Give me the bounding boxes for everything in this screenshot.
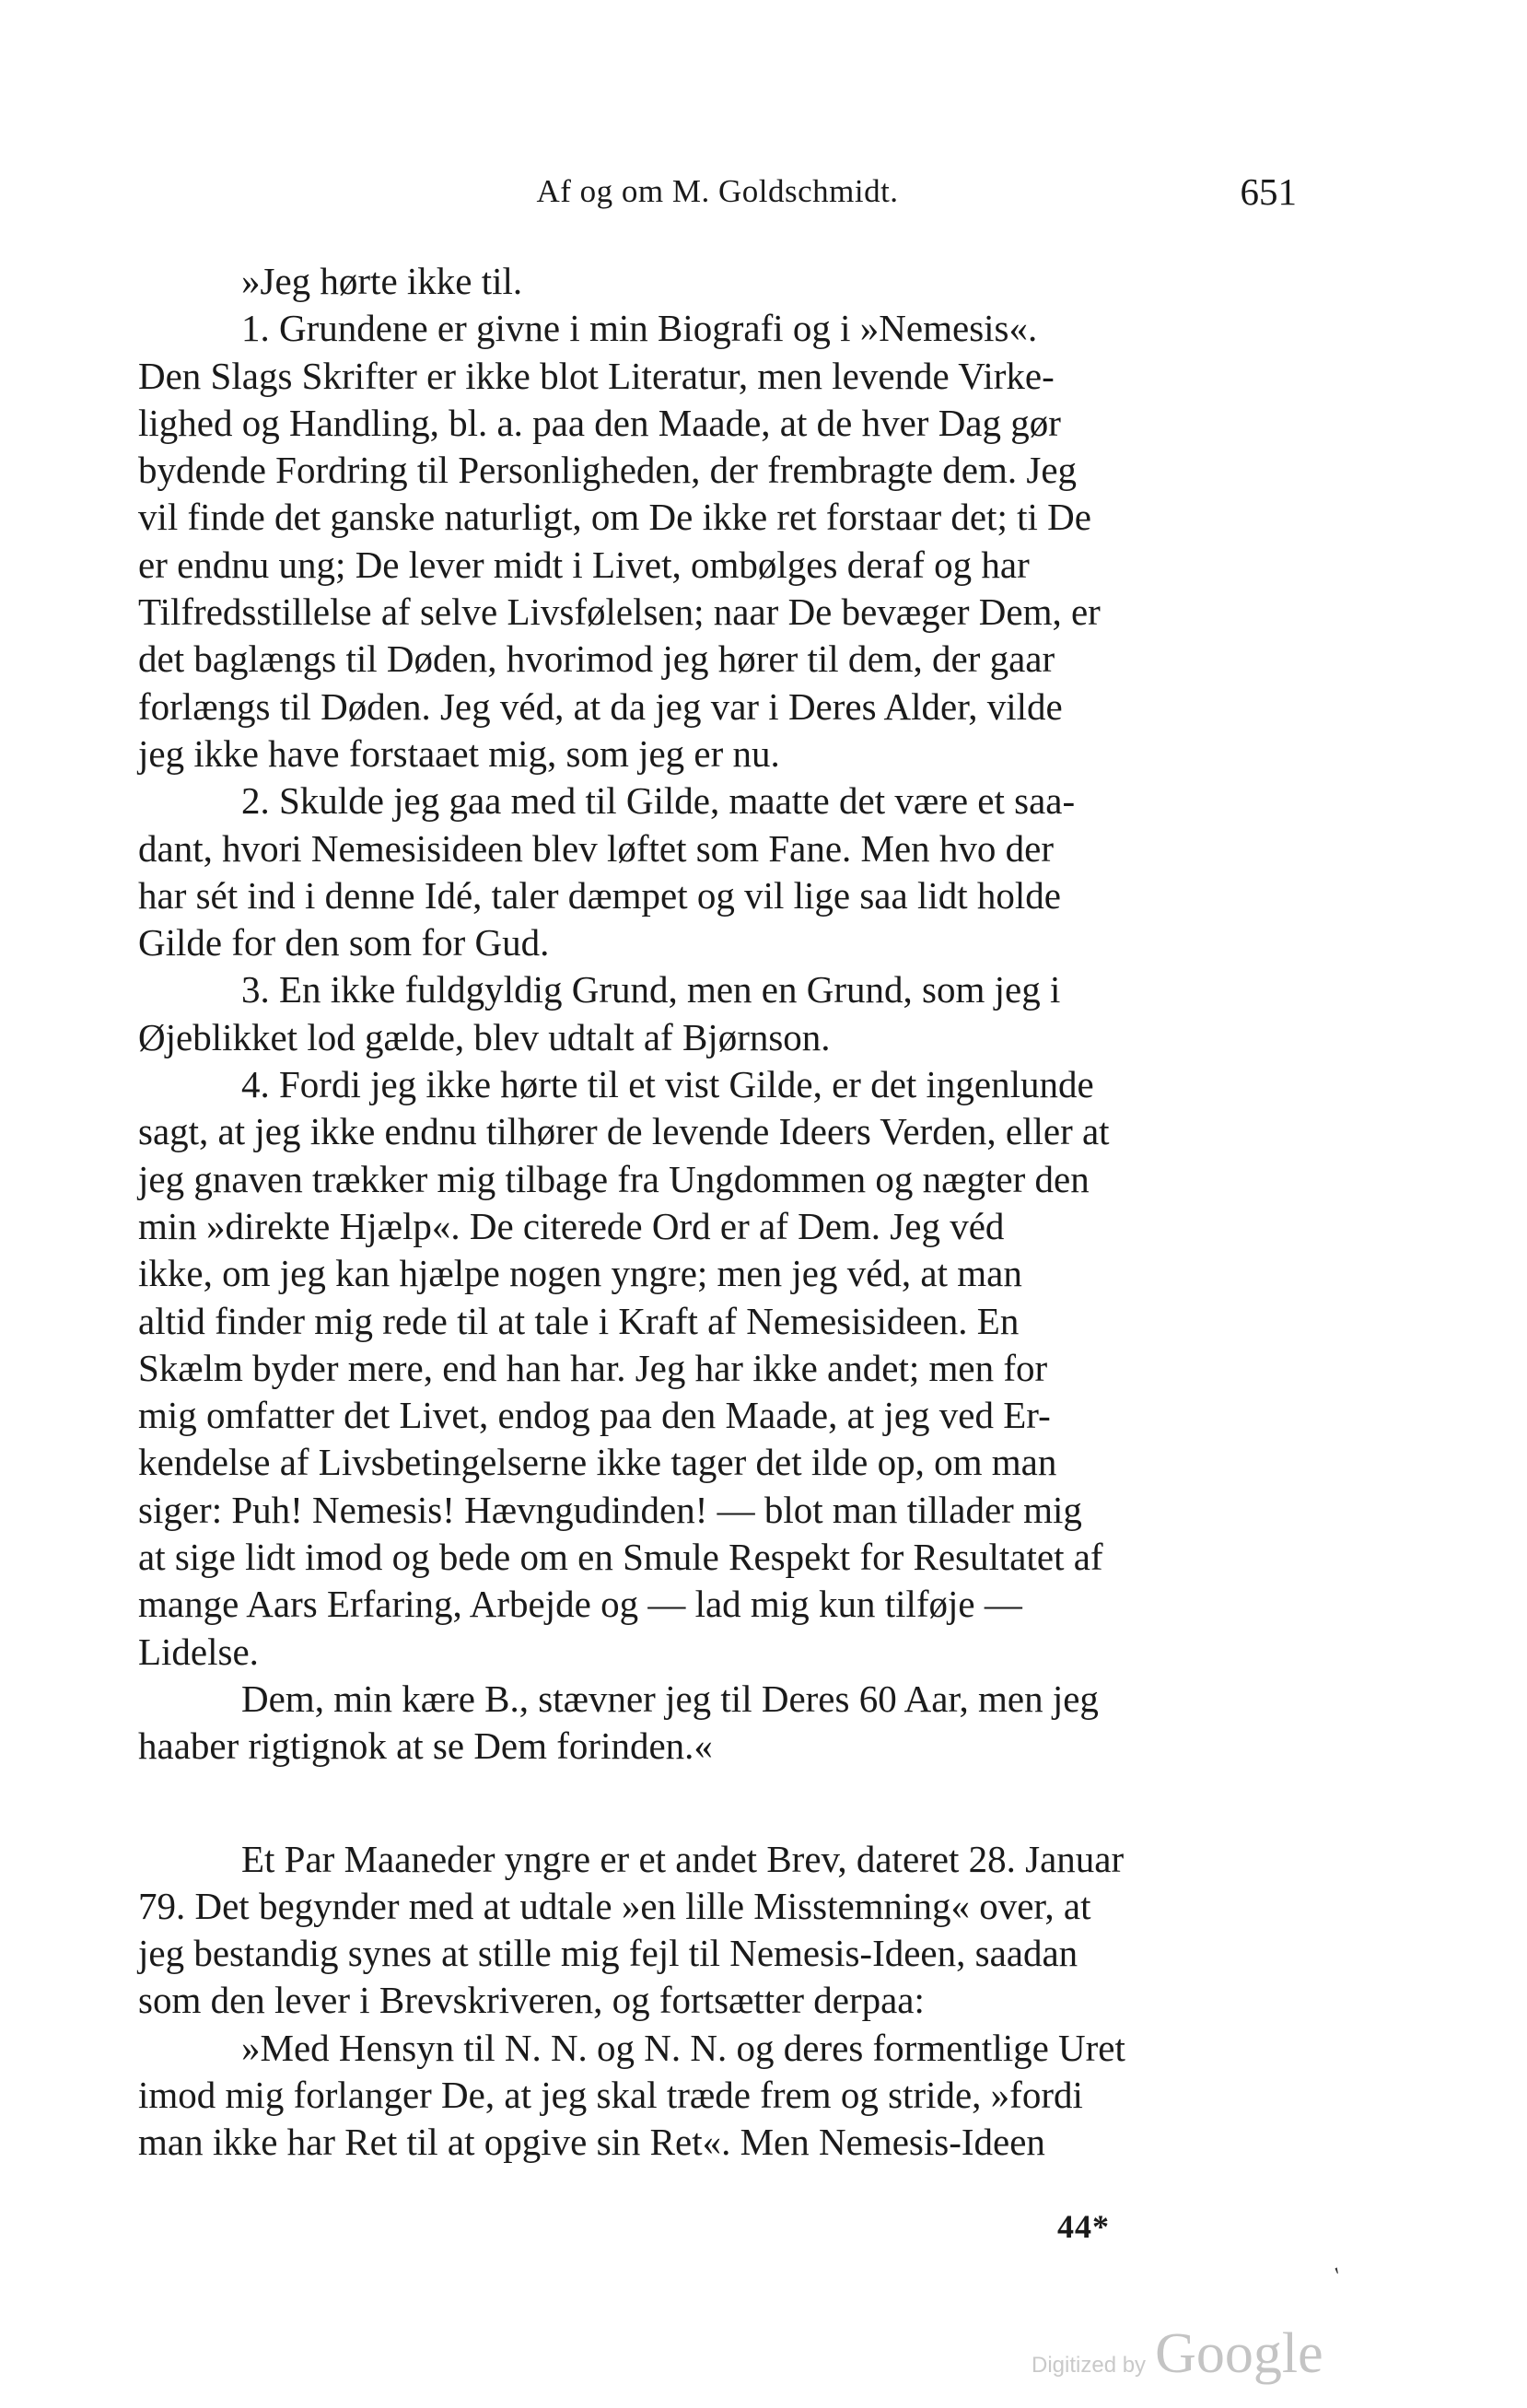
digitized-by-text: Digitized by xyxy=(1032,2353,1147,2378)
paragraph-point-3: 3. En ikke fuldgyldig Grund, men en Grund, som jeg i Øjeblikket lod gælde, blev udtalt af Bjørnson. xyxy=(138,968,1061,1058)
paragraph-point-4: 4. Fordi jeg ikke hørte til et vist Gilde, er det ingenlunde sagt, at jeg ikke endnu tilhører de levende Ideers Verden, eller at jeg gnaven trækker mig tilbage fra Ungdommen og nægter den min »direkte Hjælp«. De citerede Ord er af Dem. Jeg véd ikke, om jeg kan hjælpe nogen yngre; men jeg véd, at man altid finder mig rede til at tale i Kraft af Nemesisideen. En Skælm byder mere, end han har. Jeg har ikke andet; men for mig omfatter det Livet, endog paa den Maade, at jeg ved Er- kendelse af Livsbetingelserne ikke tager det ilde op, om man siger: Puh! Nemesis! Hævngudinden! — blot man tillader mig at sige lidt imod og bede om en Smule Respekt for Resultatet af mange Aars Erfaring, Arbejde og — lad mig kun tilføje — Lidelse. xyxy=(138,1063,1110,1673)
paragraph-closing: Dem, min kære B., stævner jeg til Deres 60 Aar, men jeg haaber rigtignok at se Dem forinden.« xyxy=(138,1677,1099,1768)
paragraph-point-1: 1. Grundene er givne i min Biografi og i »Nemesis«. Den Slags Skrifter er ikke blot Literatur, men levende Virke- lighed og Handling, bl. a. paa den Maade, at de hver Dag gør bydende Fordring til Personligheden, der frembragte dem. Jeg vil finde det ganske naturligt, om De ikke ret forstaar det; ti De er endnu ung; De lever midt i Livet, ombølges deraf og har Tilfredsstillelse af selve Livsfølelsen; naar De bevæger Dem, er det baglængs til Døden, hvorimod jeg hører til dem, der gaar forlængs til Døden. Jeg véd, at da jeg var i Deres Alder, vilde jeg ikke have forstaaet mig, som jeg er nu. xyxy=(138,307,1101,775)
running-head xyxy=(138,170,1297,228)
google-logo: Google xyxy=(1155,2322,1323,2385)
paragraph-second-letter-intro: Et Par Maaneder yngre er et andet Brev, dateret 28. Januar 79. Det begynder med at udtale »en lille Misstemning« over, at jeg bestandig synes at stille mig fejl til Nemesis-Ideen, saadan som den lever i Brevskriveren, og fortsætter derpaa: xyxy=(138,1837,1125,2022)
paragraph-point-2: 2. Skulde jeg gaa med til Gilde, maatte det være et saa- dant, hvori Nemesisideen blev løftet som Fane. Men hvo der har sét ind i denne Idé, taler dæmpet og vil lige saa lidt holde Gilde for den som for Gud. xyxy=(138,779,1076,964)
page-number: 651 xyxy=(1240,170,1297,213)
digitized-watermark xyxy=(1032,2321,1323,2385)
stray-mark: ′ xyxy=(1330,2262,1349,2288)
paragraph-opening: »Jeg hørte ikke til. xyxy=(241,260,523,302)
paragraph-second-letter-quote: »Med Hensyn til N. N. og N. N. og deres formentlige Uret imod mig forlanger De, at jeg skal træde frem og stride, »fordi man ikke har Ret til at opgive sin Ret«. Men Nemesis-Ideen xyxy=(138,2026,1125,2164)
section-gap xyxy=(138,1771,1297,1836)
body-text xyxy=(138,258,1297,2167)
signature-mark: 44* xyxy=(1057,2208,1110,2245)
running-title: Af og om M. Goldschmidt. xyxy=(536,173,899,209)
